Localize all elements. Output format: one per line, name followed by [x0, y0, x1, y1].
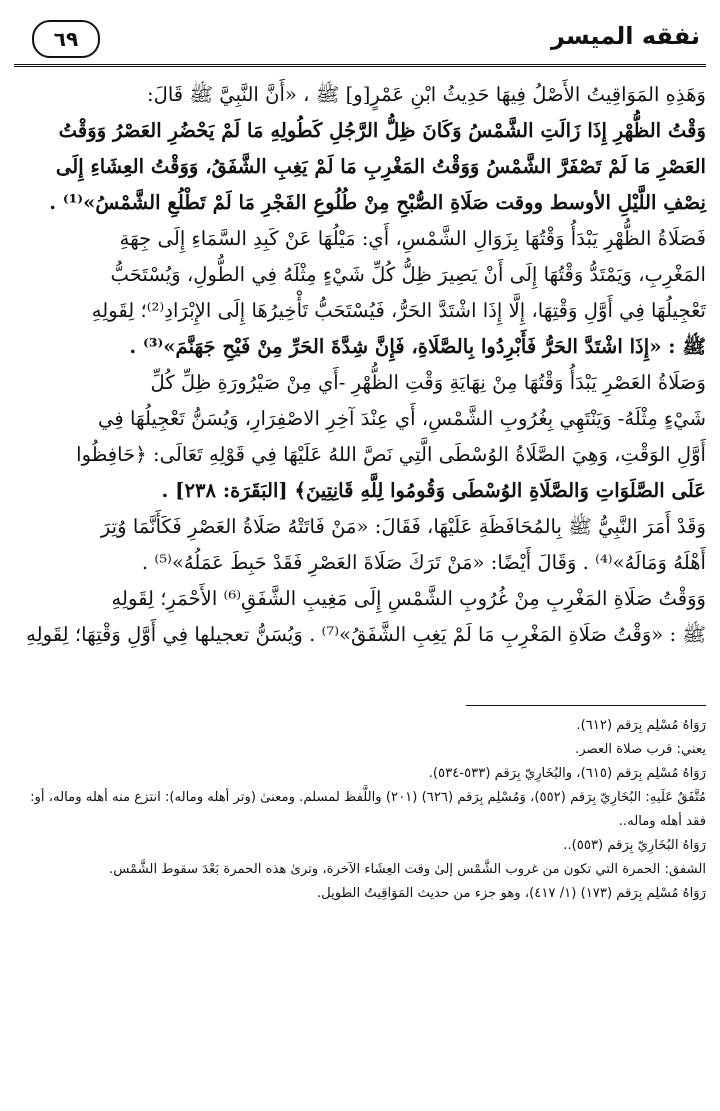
footnote: يعني: قرب صلاة العصر.	[575, 742, 706, 757]
main-text	[14, 77, 706, 653]
text-line: شَيْءٍ مِثْلَهُ- وَيَنْتَهِي بِغُرُوبِ الشَّمْسِ، أَي عِنْدَ آخِرِ الاصْفِرَارِ، وَيُسَنُّ تَعْجِيلُهَا فِي	[98, 407, 706, 430]
footnote: رَوَاهُ البُخَارِيّ بِرَقم (٥٥٣)..	[563, 838, 706, 853]
text-line: وَهَذِهِ المَوَاقِيتُ الأَصْلُ فِيهَا حَدِيثُ ابْنِ عَمْرٍ[و] ﷺ ، «أَنَّ النَّبِيَّ ﷺ قَالَ:	[147, 83, 706, 106]
footnote: الشفق: الحمرة التي تكون من غروب الشَّمْس إلىٰ وقت العِشَاء الآخرة، وترىٰ هذه الحمرة بَعْدَ سقوط الشَّمْس.	[109, 862, 706, 877]
footnote: مُتَّفَقٌ عَلَيهِ: البُخَارِيّ بِرَقم (٥٥٢)، وَمُسْلِم بِرَقم (٦٢٦) (٢٠١) واللَّفظ لمسلم. ومعنىٰ (وتر أهله وماله): انتزع منه أهله وماله، أو: فقد أهله وماله..	[30, 790, 706, 829]
text-line: وَوَقْتُ صَلَاةِ المَغْرِبِ مِنْ غُرُوبِ الشَّمْسِ إِلَى مَغِيبِ الشَّفَقِ⁽⁶⁾ الأَحْمَرِ؛ لِقَولِهِ	[111, 587, 706, 610]
text-line: عَلَى الصَّلَوَاتِ وَالصَّلَاةِ الوُسْطَى وَقُومُوا لِلَّهِ قَانِتِينَ﴾ [البَقَرَة: ٢٣٨] .	[161, 479, 706, 502]
text-line: وَقْتُ الظُّهْرِ إِذَا زَالَتِ الشَّمْسُ وَكَانَ ظِلُّ الرَّجُلِ كَطُولِهِ مَا لَمْ يَحْضُرِ العَصْرُ وَوَقْتُ	[58, 119, 706, 142]
text-line: وَقَدْ أَمَرَ النَّبِيُّ ﷺ بِالمُحَافَظَةِ عَلَيْهَا، فَقَالَ: «مَنْ فَاتَتْهُ صَلَاةُ العَصْرِ فَكَأَنَّمَا وُتِرَ	[100, 515, 706, 538]
footnote: رَوَاهُ مُسْلِم بِرَقم (١٧٣) (١/ ٤١٧)، وهو جزء من حديث المَوَاقِيتُ الطويل.	[316, 886, 706, 901]
book-title: نفقه الميسر	[551, 22, 700, 50]
text-line: نِصْفِ اللَّيْلِ الأوسط ووقت صَلَاةِ الصُّبْحِ مِنْ طُلُوعِ الفَجْرِ مَا لَمْ تَطْلُعِ الشَّمْسُ»⁽¹⁾ .	[49, 191, 706, 214]
text-line: ﷺ : «وَقْتُ صَلَاةِ المَغْرِبِ مَا لَمْ يَغِبِ الشَّفَقُ»⁽⁷⁾ . وَيُسَنُّ تعجيلها فِي أَوَّلِ وَقْتِهَا؛ لِقَولِهِ	[26, 623, 706, 646]
footnote: رَوَاهُ مُسْلِم بِرَقم (٦١٢).	[576, 718, 706, 733]
text-line: أَوَّلِ الوَقْتِ، وَهِيَ الصَّلَاةُ الوُسْطَى الَّتِي نَصَّ اللهُ عَلَيْهَا فِي قَوْلِهِ تَعَالَى: ﴿حَافِظُوا	[76, 443, 706, 466]
footnote: رَوَاهُ مُسْلِم بِرَقم (٦١٥)، والبُخَارِيّ بِرَقم (٥٣٣-٥٣٤).	[428, 766, 706, 781]
footnote-separator	[466, 705, 706, 706]
text-line: فَصَلَاةُ الظُّهْرِ يَبْدَأُ وَقْتُهَا بِزَوَالِ الشَّمْسِ، أَي: مَيْلُهَا عَنْ كَبِدِ السَّمَاءِ إِلَى جِهَةِ	[119, 227, 706, 250]
footnotes	[14, 714, 706, 906]
page-number-badge: ٦٩	[32, 20, 100, 58]
text-line: المَغْرِبِ، وَيَمْتَدُّ وَقْتُهَا إِلَى أَنْ يَصِيرَ ظِلُّ كُلِّ شَيْءٍ مِثْلَهُ فِي الطُّولِ، وَيُسْتَحَبُّ	[110, 263, 706, 286]
page-header	[14, 18, 706, 67]
text-line: العَصْرِ مَا لَمْ تَصْفَرَّ الشَّمْسُ وَوَقْتُ المَغْرِبِ مَا لَمْ يَغِبِ الشَّفَقُ، وَوَقْتُ العِشَاءِ إِلَى	[55, 155, 706, 178]
text-line: تَعْجِيلُهَا فِي أَوَّلِ وَقْتِهَا، إِلَّا إِذَا اشْتَدَّ الحَرُّ، فَيُسْتَحَبُّ تَأْخِيرُهَا إِلَى الإِبْرَادِ⁽²⁾؛ لِقَولِهِ	[91, 299, 706, 322]
text-line: أَهْلَهُ وَمَالَهُ»⁽⁴⁾ . وَقَالَ أَيْضًا: «مَنْ تَرَكَ صَلَاةَ العَصْرِ فَقَدْ حَبِطَ عَمَلُهُ»⁽⁵⁾ .	[141, 551, 706, 574]
text-line: وَصَلَاةُ العَصْرِ يَبْدَأُ وَقْتُهَا مِنْ نِهَايَةِ وَقْتِ الظُّهْرِ -أَي مِنْ صَيْرُورَةِ ظِلِّ كُلِّ	[150, 371, 706, 394]
text-line: ﷺ : «إِذَا اشْتَدَّ الحَرُّ فَأَبْرِدُوا بِالصَّلَاةِ، فَإِنَّ شِدَّةَ الحَرِّ مِنْ فَيْحِ جَهَنَّمَ»⁽³⁾ .	[129, 335, 706, 358]
